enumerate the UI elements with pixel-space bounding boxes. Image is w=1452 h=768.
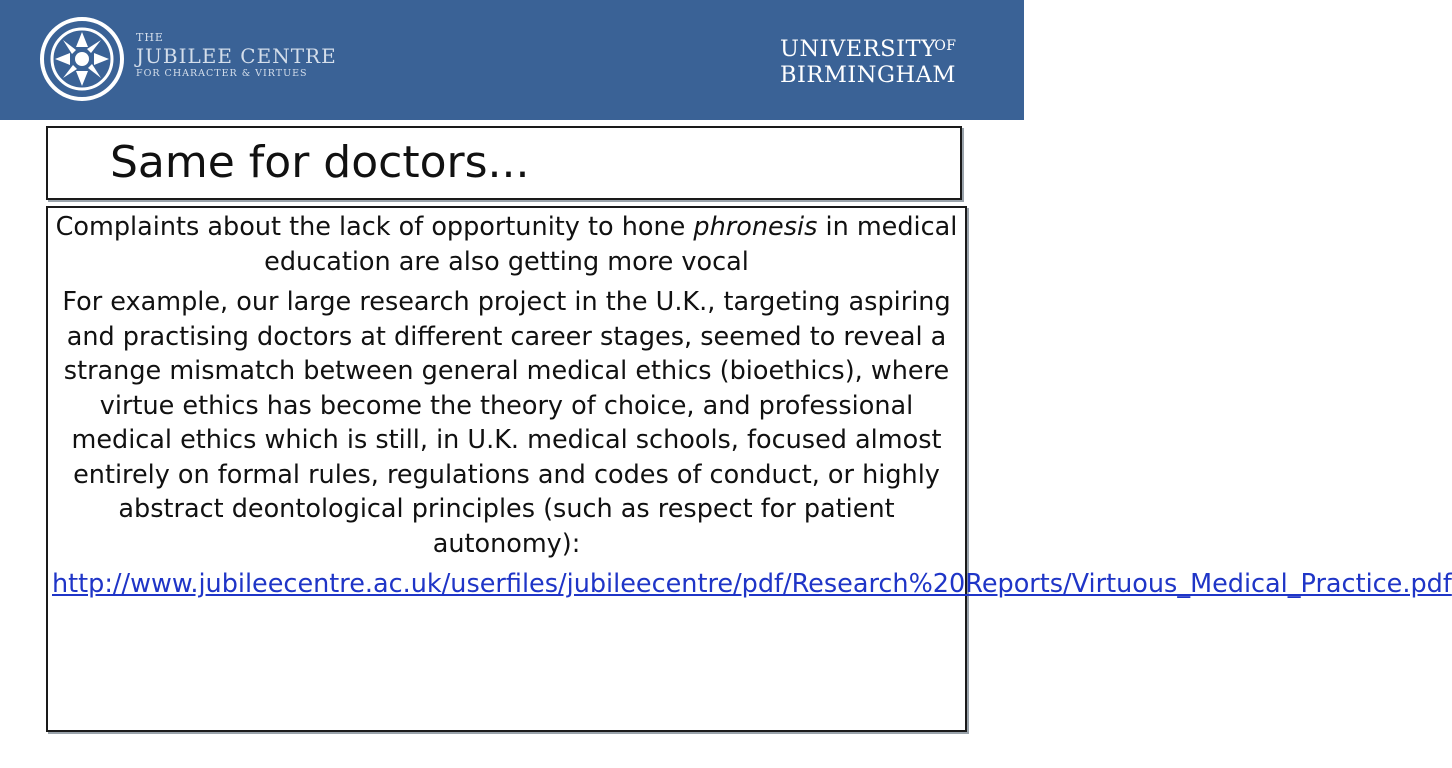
para1-text-end: in medical education are also getting more vocal <box>264 212 958 277</box>
para1-text-start: Complaints about the lack of opportunity to hone <box>55 212 694 242</box>
university-wordmark <box>780 33 957 88</box>
report-link[interactable]: http://www.jubileecentre.ac.uk/userfiles/jubileecentre/pdf/Research%20Reports/Virtuous_Medical_Practice.pdf <box>52 569 1452 599</box>
title-box <box>46 126 962 200</box>
phronesis-term: phronesis <box>693 212 818 242</box>
logo-small-text: THE <box>136 31 164 44</box>
logo-name: JUBILEE CENTRE <box>136 44 337 68</box>
jubilee-centre-wordmark <box>136 31 337 80</box>
university-line1: UNIVERSITY <box>780 36 937 62</box>
paragraph-example: For example, our large research project in the U.K., targeting aspiring and practising doctors at different career stages, seemed to reveal a strange mismatch between general medical ethics (bioethics), where virtue ethics has become the theory of choice, and professional medical ethics which is still, in U.K. medical schools, focused almost entirely on formal rules, regulations and codes of conduct, or highly abstract deontological principles (such as respect for patient autonomy): <box>62 287 951 559</box>
slide-body <box>52 210 1452 608</box>
jubilee-centre-logo-icon <box>39 16 125 102</box>
header-band <box>0 0 1024 120</box>
slide-title: Same for doctors... <box>110 137 530 188</box>
paragraph-link <box>52 567 1452 602</box>
logo-tagline: FOR CHARACTER & VIRTUES <box>136 68 308 79</box>
paragraph-complaints <box>52 210 961 279</box>
content-box <box>46 206 1452 732</box>
university-line2: BIRMINGHAM <box>780 62 956 88</box>
university-of: OF <box>934 38 957 54</box>
